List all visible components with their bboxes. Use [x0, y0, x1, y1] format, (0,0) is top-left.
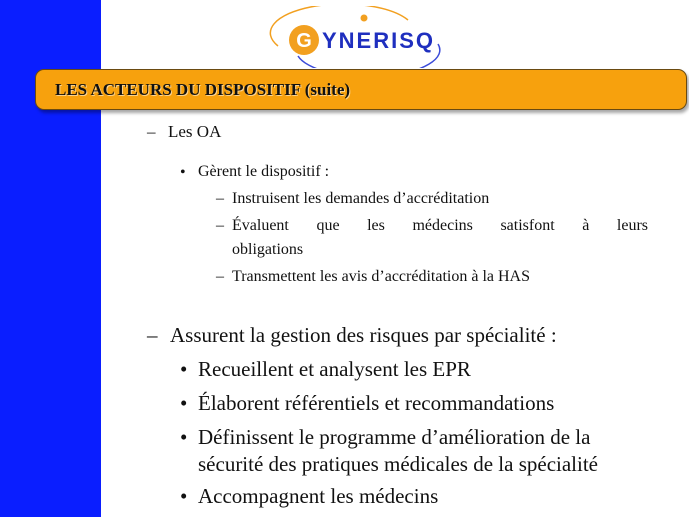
- dash-marker: –: [216, 217, 224, 234]
- sub-item-2-continuation: obligations: [232, 241, 304, 258]
- sub-item-2-word: à: [582, 217, 590, 234]
- gynerisq-logo: [258, 6, 448, 68]
- slide-title: LES ACTEURS DU DISPOSITIF (suite): [55, 80, 351, 99]
- title-banner: [35, 69, 687, 110]
- logo-initial: G: [296, 30, 312, 52]
- bullet-marker: •: [180, 425, 188, 449]
- bullet-marker: •: [180, 484, 188, 508]
- logo-wordmark: YNERISQ: [322, 28, 436, 53]
- dash-marker: –: [147, 122, 156, 141]
- section2-item-3-continuation: sécurité des pratiques médicales de la spécialité: [198, 452, 598, 476]
- sub-item-2-word: leurs: [616, 217, 648, 234]
- sub-item-3: Transmettent les avis d’accréditation à la HAS: [232, 268, 530, 285]
- section1-label: Les OA: [168, 122, 222, 141]
- section2-label: Assurent la gestion des risques par spécialité :: [170, 323, 557, 347]
- bullet-marker: •: [180, 391, 188, 415]
- dash-marker: –: [147, 323, 158, 347]
- dash-marker: –: [216, 268, 224, 285]
- sub-item-2-word: les: [367, 217, 385, 234]
- bullet-marker: •: [180, 164, 186, 181]
- sub-item-2-word: que: [316, 217, 340, 234]
- section2-item-1: Recueillent et analysent les EPR: [198, 357, 471, 381]
- section2-item-2: Élaborent référentiels et recommandations: [198, 391, 555, 415]
- sub-item-2-word: Évaluent: [232, 217, 289, 234]
- section2-item-3: Définissent le programme d’amélioration de la: [198, 425, 591, 449]
- sub-item-1: Instruisent les demandes d’accréditation: [232, 190, 490, 207]
- sub-item-2: [232, 217, 648, 235]
- section1-bullet-text: Gèrent le dispositif :: [198, 163, 330, 180]
- bullet-marker: •: [180, 357, 188, 381]
- dash-marker: –: [216, 190, 224, 207]
- sub-item-2-word: médecins: [412, 217, 473, 234]
- sub-item-2-word: satisfont: [500, 217, 555, 234]
- section2-item-4: Accompagnent les médecins: [198, 484, 439, 508]
